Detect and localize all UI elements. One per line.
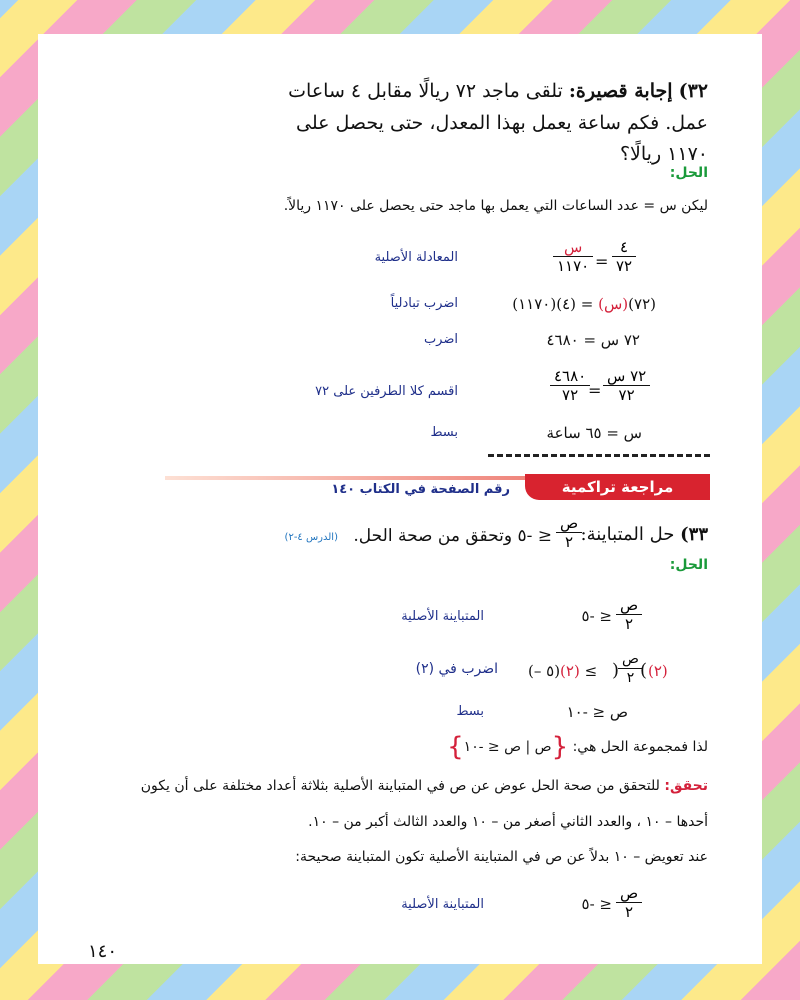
problem-32-line2: عمل. فكم ساعة يعمل بهذا المعدل، حتى يحصل على	[296, 112, 708, 134]
step-label: المتباينة الأصلية	[401, 609, 484, 624]
term: (٤)(١١٧٠)	[512, 295, 576, 313]
numerator: ٧٢ س	[607, 367, 647, 385]
simplify-expression: س = ٦٥ ساعة	[546, 424, 642, 442]
term: (٢)	[560, 662, 580, 680]
check-line1	[141, 778, 708, 794]
problem-text: تلقى ماجد ٧٢ ريالًا مقابل ٤ ساعات	[288, 80, 563, 102]
problem-number: ٣٢)	[678, 80, 708, 102]
denominator: ٧٢	[616, 257, 633, 275]
check-fraction	[616, 884, 642, 921]
denominator: ١١٧٠	[557, 257, 590, 275]
step-label: اضرب	[423, 332, 458, 347]
relation: ≤	[584, 662, 598, 680]
check-label: تحقق:	[664, 778, 708, 794]
denominator: ٢	[626, 670, 635, 686]
problem-number: ٣٣)	[680, 524, 708, 545]
step-label: بسط	[430, 425, 458, 440]
numerator: ص	[620, 884, 639, 902]
lesson-reference: (الدرس ٤-٢)	[284, 532, 338, 543]
problem-text: حل المتباينة:	[580, 524, 675, 545]
step-label: اضرب في (٢)	[415, 661, 498, 677]
check-line3: عند تعويض – ١٠ بدلاً عن ص في المتباينة الأصلية تكون المتباينة صحيحة:	[295, 849, 708, 865]
step-label: اقسم كلا الطرفين على ٧٢	[315, 384, 458, 399]
ineq2-fraction	[618, 650, 643, 687]
problem-33-text-after: ≤ -٥ وتحقق من صحة الحل.	[353, 526, 552, 546]
denominator: ٢	[625, 615, 634, 633]
step-label: المعادلة الأصلية	[374, 250, 458, 265]
numerator: س	[563, 238, 583, 256]
denominator: ٢	[625, 903, 634, 921]
check-rest: ≤ -٥	[581, 895, 612, 913]
ineq1-fraction	[616, 596, 642, 633]
solution-set-line	[447, 732, 708, 762]
eq4-lhs-fraction	[603, 367, 650, 404]
term: (٢)	[648, 662, 668, 680]
numerator: ٤	[620, 238, 629, 256]
ineq2-left	[648, 662, 668, 680]
dashed-divider	[488, 454, 710, 457]
numerator: ص	[622, 651, 639, 667]
ineq2-open-paren: (	[640, 660, 648, 681]
numerator: ص	[620, 596, 639, 614]
problem-33-fraction	[556, 514, 582, 551]
numerator: ص	[560, 514, 579, 532]
denominator: ٧٢	[562, 386, 579, 404]
term: (– ٥)	[528, 662, 561, 680]
term: (٧٢)	[628, 295, 656, 313]
solution-set: ص | ص ≤ -١٠	[463, 739, 552, 755]
ineq1-rest: ≤ -٥	[581, 607, 612, 625]
ineq2-right	[528, 662, 597, 680]
cross-multiply-expression	[512, 295, 656, 313]
cumulative-review-band	[165, 472, 710, 502]
let-statement: ليكن س = عدد الساعات التي يعمل بها ماجد حتى يحصل على ١١٧٠ ريالاً.	[283, 198, 708, 214]
eq1-lhs-fraction	[612, 238, 636, 275]
problem-type: إجابة قصيرة:	[568, 80, 673, 102]
band-title: مراجعة تراكمية	[525, 474, 710, 500]
problem-32-line3: ١١٧٠ ريالًا؟	[619, 143, 708, 165]
ineq2-close-paren: )	[612, 660, 620, 681]
equals-sign: =	[595, 252, 609, 271]
brace-open: {	[551, 732, 569, 762]
equals-sign: =	[580, 295, 594, 313]
check-line2: أحدها – ١٠ ، والعدد الثاني أصغر من – ١٠ والعدد الثالث أكبر من – ١٠.	[308, 814, 708, 830]
solution-set-label: لذا فمجموعة الحل هي:	[572, 739, 708, 755]
step-label: اضرب تبادلياً	[390, 296, 458, 311]
step-label: المتباينة الأصلية	[401, 897, 484, 912]
solution-label: الحل:	[669, 557, 708, 573]
multiply-expression: ٧٢ س = ٤٦٨٠	[546, 331, 640, 349]
ineq3-expression: ص ≤ -١٠	[566, 703, 628, 721]
eq4-rhs-fraction	[550, 367, 590, 404]
eq1-rhs-fraction	[553, 238, 593, 275]
denominator: ٧٢	[618, 386, 635, 404]
check-text: للتحقق من صحة الحل عوض عن ص في المتباينة الأصلية بثلاثة أعداد مختلفة على أن يكون	[140, 778, 660, 794]
step-label: بسط	[456, 704, 484, 719]
numerator: ٤٦٨٠	[554, 367, 587, 385]
textbook-page-reference: رقم الصفحة في الكتاب ١٤٠	[331, 482, 510, 497]
equals-sign: =	[588, 381, 602, 400]
denominator: ٢	[565, 533, 574, 551]
solution-label: الحل:	[669, 165, 708, 181]
problem-32-line1	[288, 80, 708, 102]
brace-close: }	[447, 732, 464, 762]
page-number: ١٤٠	[88, 941, 118, 962]
term-variable: (س)	[598, 295, 629, 313]
problem-33-statement	[581, 524, 709, 545]
